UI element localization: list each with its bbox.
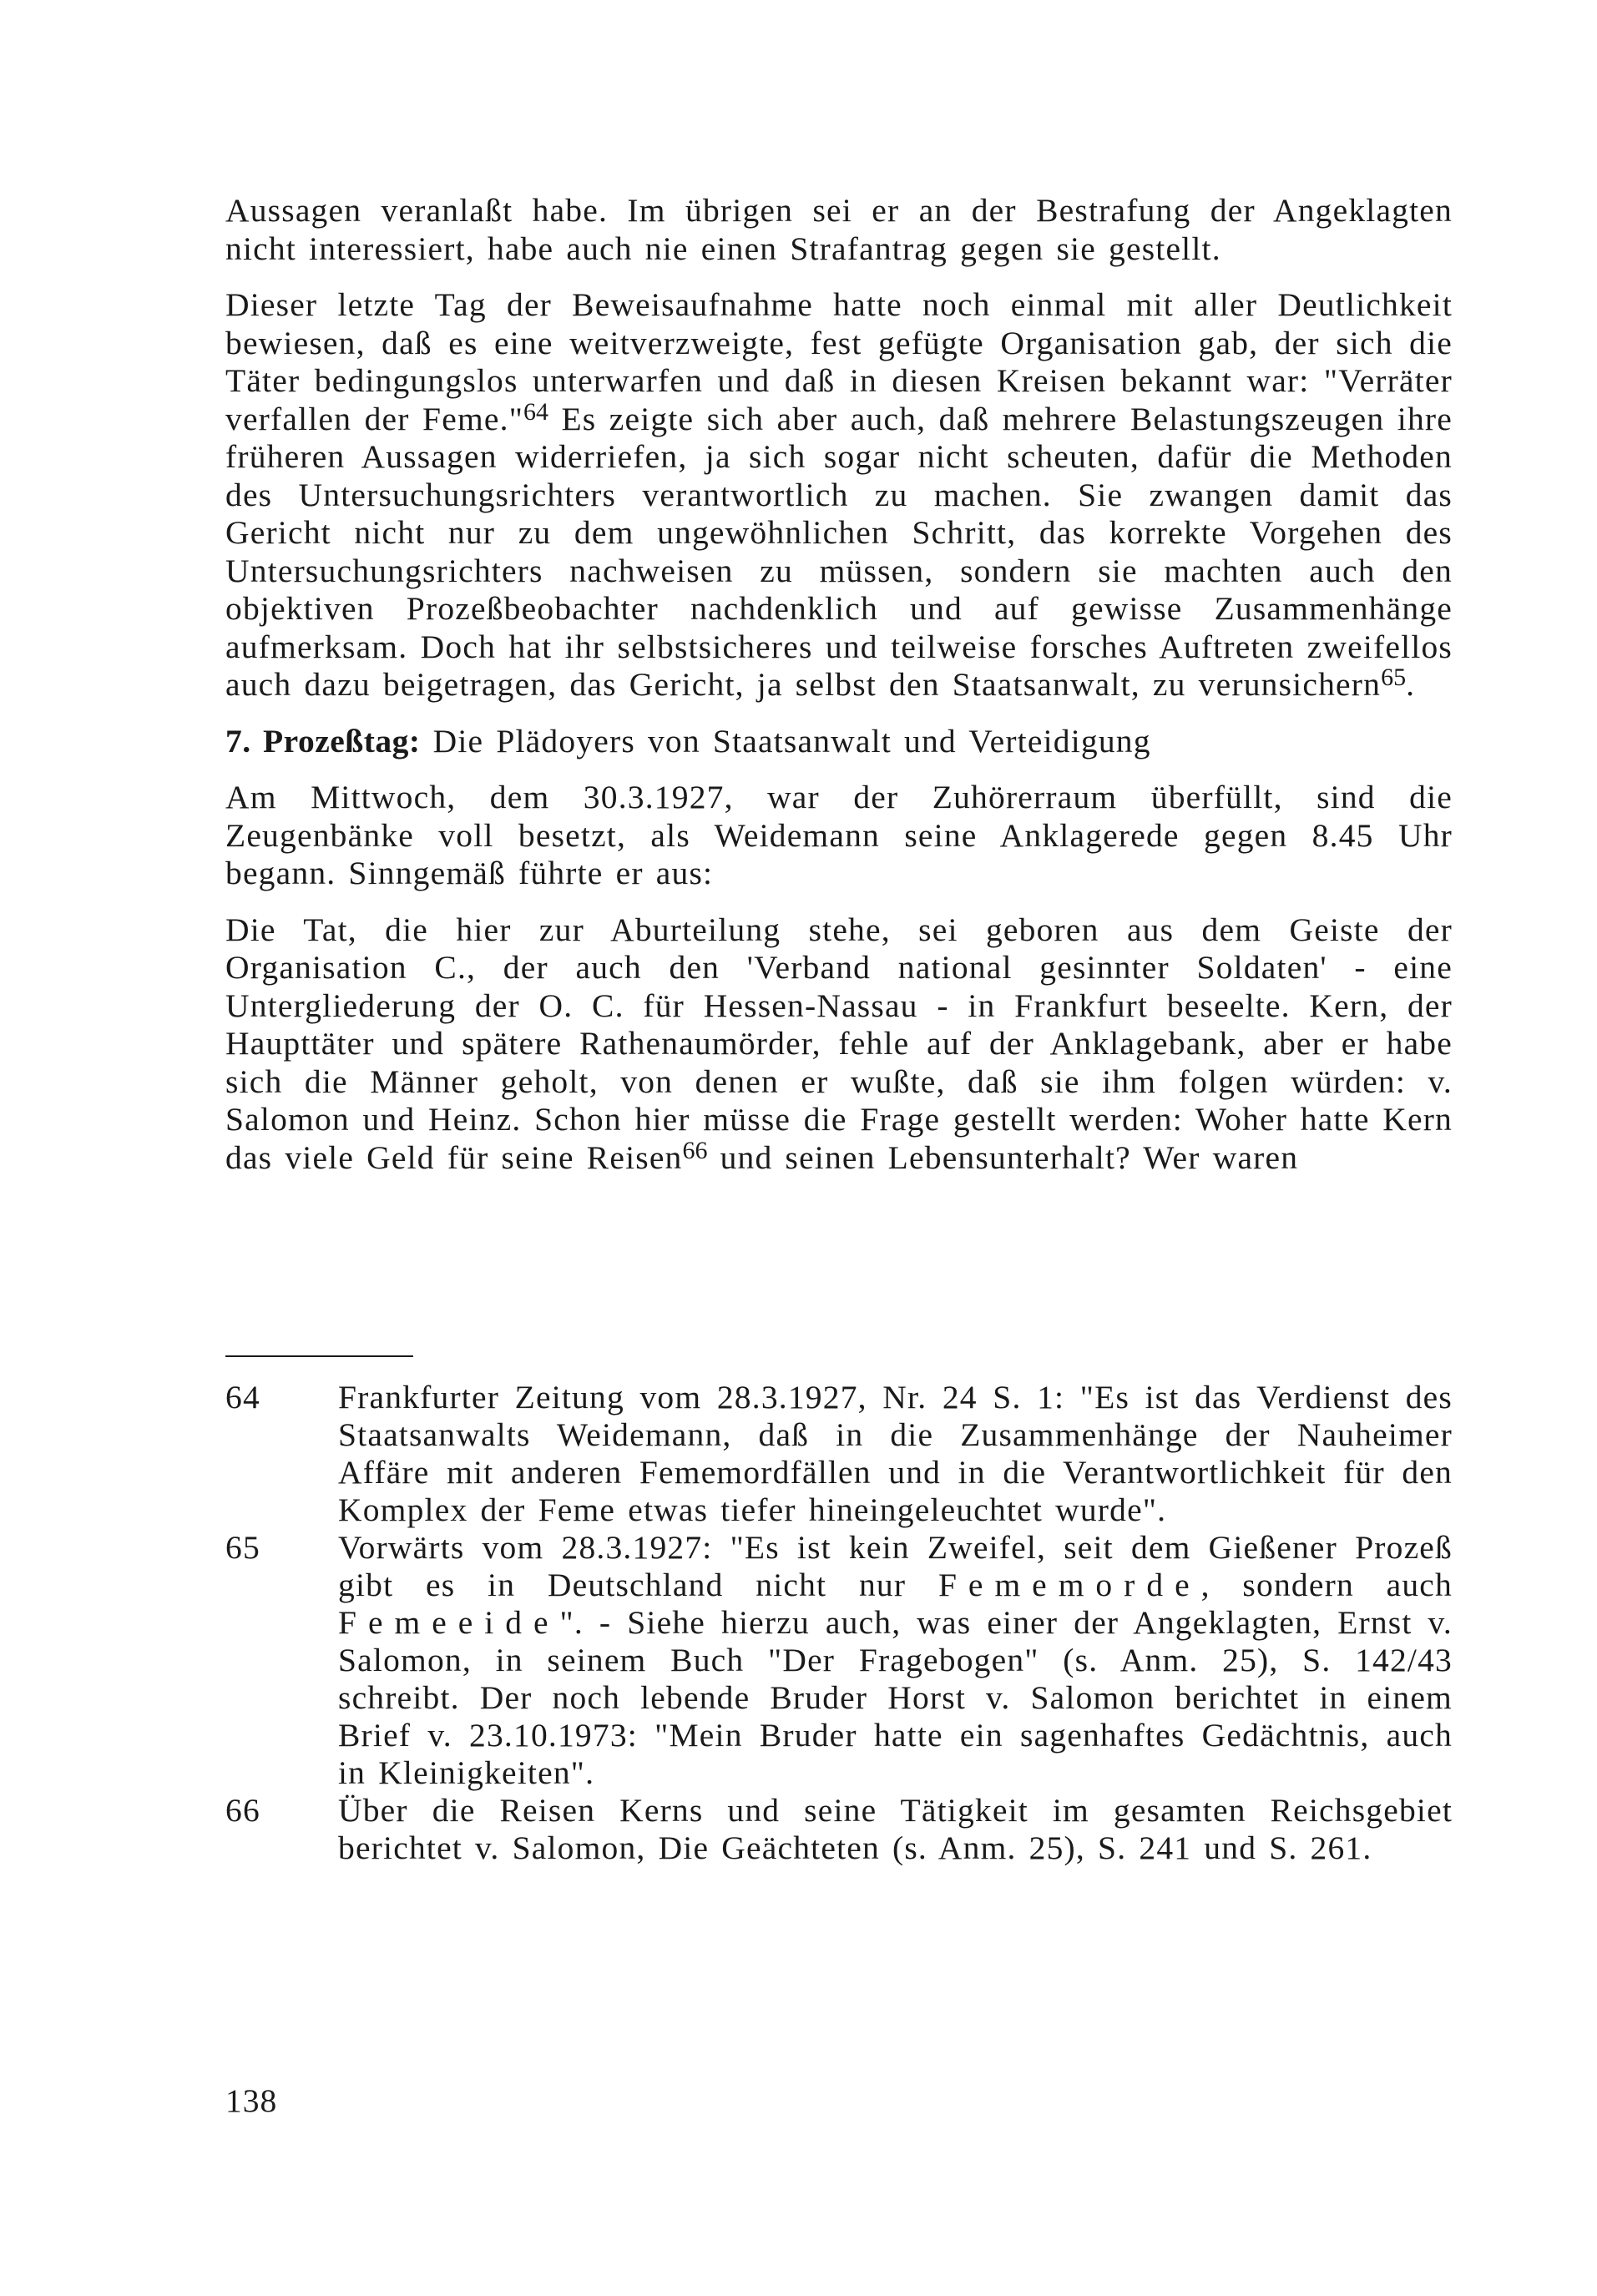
footnote-number: 65: [225, 1529, 260, 1566]
paragraph-3-text: Am Mittwoch, dem 30.3.1927, war der Zuhörerraum überfüllt, sind die Zeugenbänke voll besetzt, als Weidemann seine Anklagerede gegen 8.45 Uhr begann. Sinngemäß führte er aus:: [225, 779, 1453, 891]
footnote-ref-65[interactable]: 65: [1381, 664, 1407, 691]
footnote-64: [225, 1379, 1453, 1529]
section-heading: [225, 723, 1453, 761]
footnote-ref-64[interactable]: 64: [523, 397, 549, 426]
paragraph-2: [225, 286, 1453, 704]
footnote-66: [225, 1792, 1453, 1867]
paragraph-2-text-a: Dieser letzte Tag der Beweisaufnahme hatte noch einmal mit aller Deutlichkeit bewiesen, daß es eine weitverzweigte, fest gefügte Organisation gab, der sich die Täter bedingungslos unterwarfen und daß in diesen Kreisen bekannt war: "Verräter verfallen der Feme.": [225, 286, 1453, 437]
paragraph-1-text: Aussagen veranlaßt habe. Im übrigen sei er an der Bestrafung der Angeklagten nicht interessiert, habe auch nie einen Strafantrag gegen sie gestellt.: [225, 192, 1453, 267]
footnote-65: [225, 1529, 1453, 1792]
footnote-text: [338, 1529, 1453, 1792]
footnote-65-text-c: ". - Siehe hierzu auch, was einer der Angeklagten, Ernst v. Salomon, in seinem Buch "Der Fragebogen" (s. Anm. 25), S. 142/43 schreibt. Der noch lebende Bruder Horst v. Salomon berichtet in einem Brief v. 23.10.1973: "Mein Bruder hatte ein sagenhaftes Gedächtnis, auch in Kleinigkeiten".: [338, 1604, 1453, 1791]
paragraph-4: [225, 911, 1453, 1178]
footnote-ref-66[interactable]: 66: [682, 1136, 708, 1164]
footnote-divider: [225, 1355, 413, 1357]
footnote-number: 64: [225, 1379, 260, 1415]
footnote-65-text-b: , sondern auch: [1200, 1567, 1453, 1603]
paragraph-4-text-a: Die Tat, die hier zur Aburteilung stehe, sei geboren aus dem Geiste der Organisation C., der auch den 'Verband national gesinnter Soldaten' - eine Untergliederung der O. C. für Hessen-Nassau - in Frankfurt beseelte. Kern, der Haupttäter und spätere Rathenaumörder, fehle auf der Anklagebank, aber er habe sich die Männer geholt, von denen er wußte, daß sie ihm folgen würden: v. Salomon und Heinz. Schon hier müsse die Frage gestellt werden: Woher hatte Kern das viele Geld für seine Reisen: [225, 911, 1453, 1176]
section-heading-text: Die Plädoyers von Staatsanwalt und Verteidigung: [420, 722, 1151, 759]
footnote-text: Über die Reisen Kerns und seine Tätigkeit im gesamten Reichsgebiet berichtet v. Salomon, Die Geächteten (s. Anm. 25), S. 241 und S. 261.: [338, 1792, 1453, 1866]
paragraph-1: [225, 192, 1453, 268]
footnote-number: 66: [225, 1792, 260, 1829]
footnotes: [225, 1379, 1453, 1867]
paragraph-3: [225, 779, 1453, 893]
footnote-65-spaced-1: Fememorde: [937, 1567, 1201, 1603]
footnote-text: Frankfurter Zeitung vom 28.3.1927, Nr. 24 S. 1: "Es ist das Verdienst des Staatsanwalts Weidemann, daß in die Zusammenhänge der Nauheimer Affäre mit anderen Fememordfällen und in die Verantwortlichkeit für den Komplex der Feme etwas tiefer hineingeleuchtet wurde".: [338, 1379, 1453, 1528]
footnote-65-text-a: Vorwärts vom 28.3.1927: "Es ist kein Zweifel, seit dem Gießener Prozeß gibt es in Deutschland nicht nur: [338, 1529, 1453, 1603]
section-heading-label: 7. Prozeßtag:: [225, 722, 421, 759]
main-text: [225, 192, 1453, 1177]
paragraph-4-text-b: und seinen Lebensunterhalt? Wer waren: [707, 1138, 1299, 1176]
paragraph-2-text-c: .: [1406, 666, 1416, 703]
paragraph-2-text-b: Es zeigte sich aber auch, daß mehrere Belastungszeugen ihre früheren Aussagen widerriefen, ja sich sogar nicht scheuten, dafür die Methoden des Untersuchungsrichters verantwortlich zu machen. Sie zwangen damit das Gericht nicht nur zu dem ungewöhnlichen Schritt, das korrekte Vorgehen des Untersuchungsrichters nachweisen zu müssen, sondern sie machten auch den objektiven Prozeßbeobachter nachdenklich und auf gewisse Zusammenhänge aufmerksam. Doch hat ihr selbstsicheres und teilweise forsches Auftreten zweifellos auch dazu beigetragen, das Gericht, ja selbst den Staatsanwalt, zu verunsichern: [225, 400, 1453, 703]
page-number: 138: [225, 2082, 278, 2119]
footnote-65-spaced-2: Femeeide: [338, 1604, 560, 1641]
